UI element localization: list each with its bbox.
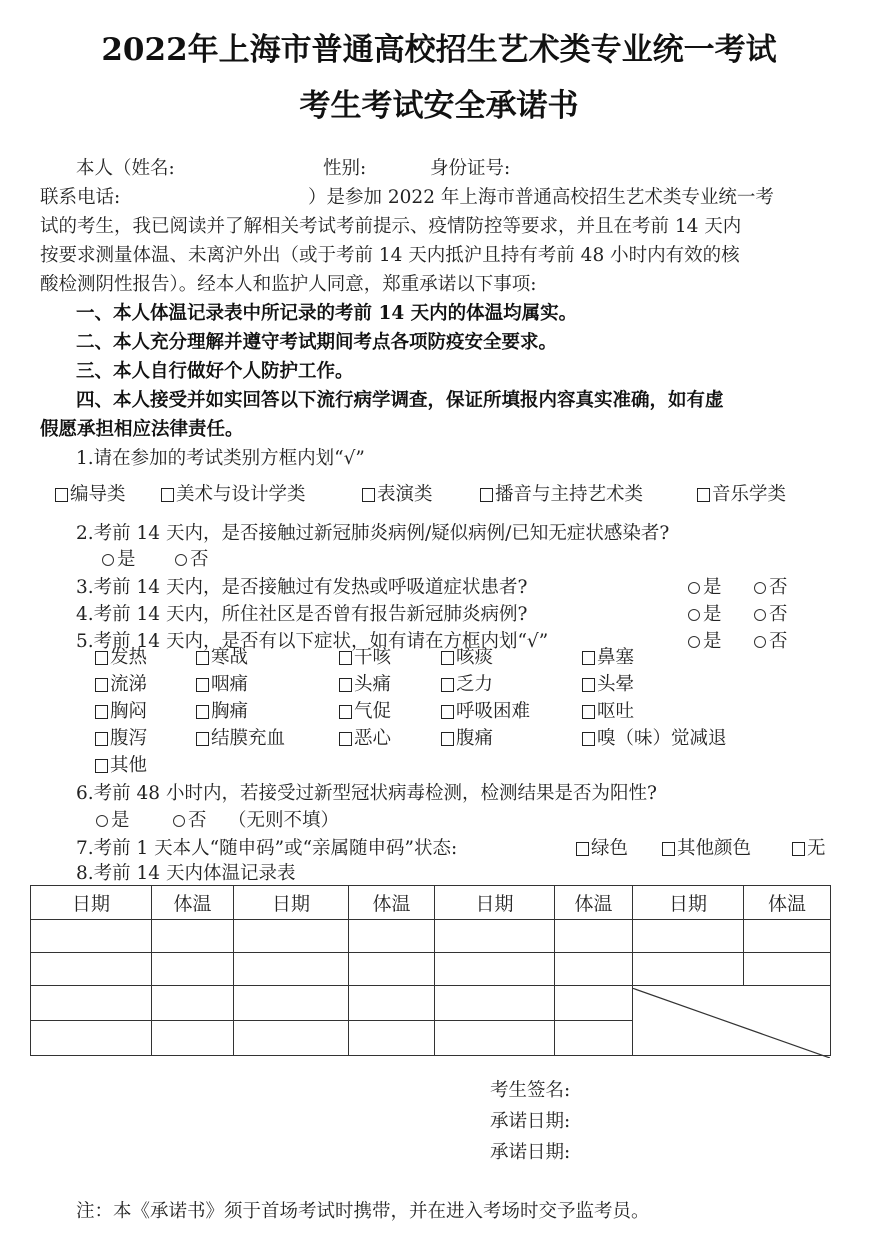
header-temperature: 体温 <box>349 886 435 920</box>
table-header-row <box>31 886 831 920</box>
health-code-option[interactable]: 绿色 <box>576 834 628 865</box>
temperature-cell[interactable] <box>349 920 435 953</box>
q2-no-option[interactable]: 否 <box>175 545 209 575</box>
q3-yes-option[interactable]: 是 <box>688 573 722 603</box>
checkbox-icon[interactable] <box>441 732 454 746</box>
header-date: 日期 <box>234 886 349 920</box>
header-temperature: 体温 <box>744 886 831 920</box>
date-cell[interactable] <box>31 920 152 953</box>
temperature-cell[interactable] <box>555 1021 633 1056</box>
symptom-option[interactable]: 乏力 <box>441 670 493 701</box>
symptom-option[interactable]: 头痛 <box>339 670 391 701</box>
checkbox-icon[interactable] <box>95 705 108 719</box>
symptom-option[interactable]: 呕吐 <box>582 697 634 728</box>
checkbox-icon[interactable] <box>95 651 108 665</box>
symptom-option[interactable]: 胸痛 <box>196 697 248 728</box>
radio-icon[interactable] <box>173 815 185 827</box>
header-date: 日期 <box>633 886 744 920</box>
checkbox-icon[interactable] <box>480 488 493 502</box>
date-cell[interactable] <box>234 986 349 1021</box>
q6-yes-option[interactable]: 是 <box>96 806 130 836</box>
header-temperature: 体温 <box>555 886 633 920</box>
checkbox-icon[interactable] <box>441 678 454 692</box>
temperature-cell[interactable] <box>555 953 633 986</box>
question-2: 2.考前 14 天内，是否接触过新冠肺炎病例/疑似病例/已知无症状感染者? <box>76 523 670 544</box>
phone-field[interactable] <box>130 185 305 209</box>
checkbox-icon[interactable] <box>662 842 675 856</box>
table-row <box>31 986 831 1021</box>
q4-yes-option[interactable]: 是 <box>688 600 722 630</box>
symptom-option[interactable]: 咳痰 <box>441 643 493 674</box>
checkbox-icon[interactable] <box>441 651 454 665</box>
pledge-3: 三、本人自行做好个人防护工作。 <box>76 361 354 382</box>
exam-category-option[interactable]: 音乐学类 <box>697 480 786 511</box>
checkbox-icon[interactable] <box>362 488 375 502</box>
symptom-option[interactable]: 嗅（味）觉减退 <box>582 724 727 755</box>
temperature-cell[interactable] <box>744 953 831 986</box>
checkbox-icon[interactable] <box>441 705 454 719</box>
checkbox-icon[interactable] <box>196 705 209 719</box>
exam-category-option[interactable]: 表演类 <box>362 480 433 511</box>
radio-icon[interactable] <box>754 582 766 594</box>
phone-label: 联系电话: <box>40 187 121 208</box>
radio-icon[interactable] <box>754 609 766 621</box>
symptom-option[interactable]: 流涕 <box>95 670 147 701</box>
student-signature-label: 考生签名: <box>490 1080 571 1101</box>
symptom-option[interactable]: 鼻塞 <box>582 643 634 674</box>
temperature-cell[interactable] <box>555 986 633 1021</box>
temperature-record-table <box>30 885 831 1056</box>
symptom-option[interactable]: 寒战 <box>196 643 248 674</box>
intro-line2: ）是参加 2022 年上海市普通高校招生艺术类专业统一考 <box>308 187 774 208</box>
symptom-option[interactable]: 腹痛 <box>441 724 493 755</box>
temperature-cell[interactable] <box>349 1021 435 1056</box>
symptom-option[interactable]: 发热 <box>95 643 147 674</box>
id-number-label: 身份证号: <box>430 158 511 179</box>
document-title-line2: 考生考试安全承诺书 <box>299 88 579 124</box>
header-date: 日期 <box>435 886 555 920</box>
checkbox-icon[interactable] <box>196 678 209 692</box>
exam-category-option[interactable]: 美术与设计学类 <box>161 480 306 511</box>
intro-line3: 试的考生，我已阅读并了解相关考试考前提示、疫情防控等要求，并且在考前 14 天内 <box>40 216 742 237</box>
symptom-option[interactable]: 干咳 <box>339 643 391 674</box>
date-cell[interactable] <box>435 953 555 986</box>
symptom-option[interactable]: 恶心 <box>339 724 391 755</box>
checkbox-icon[interactable] <box>339 732 352 746</box>
question-8: 8.考前 14 天内体温记录表 <box>76 863 296 884</box>
symptom-option[interactable]: 其他 <box>95 751 147 782</box>
date-cell[interactable] <box>31 953 152 986</box>
checkbox-icon[interactable] <box>196 651 209 665</box>
temperature-cell[interactable] <box>152 953 234 986</box>
header-temperature: 体温 <box>152 886 234 920</box>
question-4: 4.考前 14 天内，所住社区是否曾有报告新冠肺炎病例? <box>76 604 528 625</box>
date-cell[interactable] <box>435 1021 555 1056</box>
radio-icon[interactable] <box>688 609 700 621</box>
question-1: 1.请在参加的考试类别方框内划“√” <box>76 448 365 469</box>
checkbox-icon[interactable] <box>576 842 589 856</box>
radio-icon[interactable] <box>96 815 108 827</box>
q5-no-option[interactable]: 否 <box>754 627 788 657</box>
crossed-out-cell <box>633 986 831 1056</box>
checkbox-icon[interactable] <box>339 705 352 719</box>
symptom-option[interactable]: 胸闷 <box>95 697 147 728</box>
radio-icon[interactable] <box>754 636 766 648</box>
pledge-date-field[interactable] <box>585 1140 825 1164</box>
pledge-4-cont: 假愿承担相应法律责任。 <box>40 419 244 440</box>
q4-no-option[interactable]: 否 <box>754 600 788 630</box>
date-cell[interactable] <box>435 920 555 953</box>
checkbox-icon[interactable] <box>582 705 595 719</box>
name-field[interactable] <box>190 156 310 180</box>
temperature-cell[interactable] <box>152 1021 234 1056</box>
temperature-cell[interactable] <box>152 986 234 1021</box>
table-row <box>31 953 831 986</box>
q5-yes-option[interactable]: 是 <box>688 627 722 657</box>
temperature-cell[interactable] <box>349 986 435 1021</box>
radio-icon[interactable] <box>102 554 114 566</box>
header-date: 日期 <box>31 886 152 920</box>
question-5: 5.考前 14 天内，是否有以下症状，如有请在方框内划“√” <box>76 631 549 652</box>
date-cell[interactable] <box>234 920 349 953</box>
checkbox-icon[interactable] <box>697 488 710 502</box>
radio-icon[interactable] <box>688 582 700 594</box>
pledge-2: 二、本人充分理解并遵守考试期间考点各项防疫安全要求。 <box>76 332 558 353</box>
checkbox-icon[interactable] <box>582 732 595 746</box>
gender-field[interactable] <box>372 156 422 180</box>
health-code-option[interactable]: 其他颜色 <box>662 834 751 865</box>
checkbox-icon[interactable] <box>792 842 805 856</box>
question-6: 6.考前 48 小时内，若接受过新型冠状病毒检测，检测结果是否为阳性? <box>76 783 657 804</box>
q2-yes-option[interactable]: 是 <box>102 545 136 575</box>
checkbox-icon[interactable] <box>339 651 352 665</box>
symptom-option[interactable]: 头晕 <box>582 670 634 701</box>
exam-category-option[interactable]: 播音与主持艺术类 <box>480 480 643 511</box>
q6-no-option[interactable]: 否 <box>173 806 207 836</box>
pledge-date-field[interactable] <box>585 1109 825 1133</box>
symptom-option[interactable]: 气促 <box>339 697 391 728</box>
checkbox-icon[interactable] <box>55 488 68 502</box>
checkbox-icon[interactable] <box>95 759 108 773</box>
symptom-option[interactable]: 腹泻 <box>95 724 147 755</box>
document-title-line1: 2022年上海市普通高校招生艺术类专业统一考试 <box>101 32 777 68</box>
question-3: 3.考前 14 天内，是否接触过有发热或呼吸道症状患者? <box>76 577 528 598</box>
temperature-cell[interactable] <box>152 920 234 953</box>
health-code-option[interactable]: 无 <box>792 834 826 865</box>
checkbox-icon[interactable] <box>161 488 174 502</box>
question-7: 7.考前 1 天本人“随申码”或“亲属随申码”状态: <box>76 838 458 859</box>
radio-icon[interactable] <box>175 554 187 566</box>
date-cell[interactable] <box>633 920 744 953</box>
checkbox-icon[interactable] <box>339 678 352 692</box>
checkbox-icon[interactable] <box>95 678 108 692</box>
q3-no-option[interactable]: 否 <box>754 573 788 603</box>
pledge-date-label: 承诺日期: <box>490 1111 571 1132</box>
checkbox-icon[interactable] <box>582 651 595 665</box>
name-label: 本人（姓名: <box>76 158 175 179</box>
date-cell[interactable] <box>435 986 555 1021</box>
date-cell[interactable] <box>31 1021 152 1056</box>
table-row <box>31 920 831 953</box>
symptom-option[interactable]: 咽痛 <box>196 670 248 701</box>
checkbox-icon[interactable] <box>196 732 209 746</box>
intro-line4: 按要求测量体温、未离沪外出（或于考前 14 天内抵沪且持有考前 48 小时内有效的核 <box>40 245 740 266</box>
date-cell[interactable] <box>633 953 744 986</box>
date-cell[interactable] <box>31 986 152 1021</box>
student-signature-field[interactable] <box>585 1078 825 1102</box>
checkbox-icon[interactable] <box>582 678 595 692</box>
temperature-cell[interactable] <box>349 953 435 986</box>
date-cell[interactable] <box>234 1021 349 1056</box>
exam-category-option[interactable]: 编导类 <box>55 480 126 511</box>
temperature-cell[interactable] <box>744 920 831 953</box>
pledge-date-label: 承诺日期: <box>490 1142 571 1163</box>
symptom-option[interactable]: 呼吸困难 <box>441 697 530 728</box>
pledge-4: 四、本人接受并如实回答以下流行病学调查，保证所填报内容真实准确，如有虚 <box>76 390 724 411</box>
radio-icon[interactable] <box>688 636 700 648</box>
symptom-option[interactable]: 结膜充血 <box>196 724 285 755</box>
gender-label: 性别: <box>323 158 367 179</box>
date-cell[interactable] <box>234 953 349 986</box>
checkbox-icon[interactable] <box>95 732 108 746</box>
intro-line5: 酸检测阴性报告）。经本人和监护人同意，郑重承诺以下事项: <box>40 274 537 295</box>
temperature-cell[interactable] <box>555 920 633 953</box>
q6-note: （无则不填） <box>228 810 340 831</box>
footnote: 注：本《承诺书》须于首场考试时携带，并在进入考场时交予监考员。 <box>76 1201 650 1222</box>
pledge-1: 一、本人体温记录表中所记录的考前 14 天内的体温均属实。 <box>76 303 578 324</box>
id-number-field[interactable] <box>525 156 825 180</box>
